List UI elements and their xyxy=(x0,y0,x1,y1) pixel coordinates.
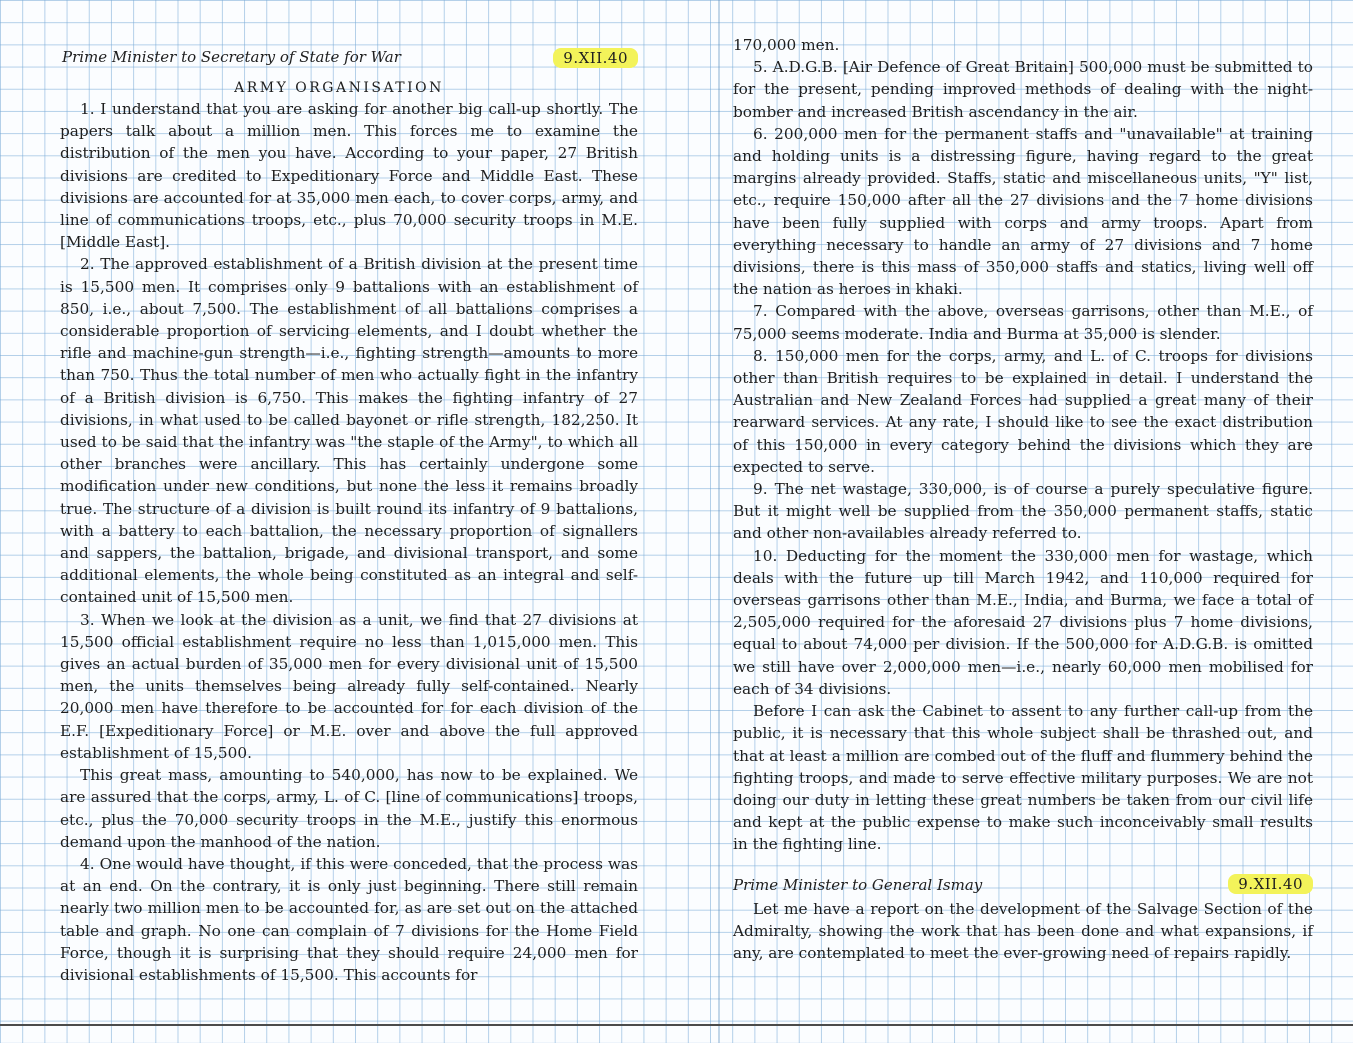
paragraph-5: 5. A.D.G.B. [Air Defence of Great Britain] 500,000 must be submitted to for the present, pending improved methods of dealing with the night-bomber and increased British ascendancy in the air. xyxy=(733,58,1313,121)
memo-header-war xyxy=(60,30,638,67)
memo2-date-highlight: 9.XII.40 xyxy=(1228,874,1313,894)
paragraph-3: 3. When we look at the division as a unit, we find that 27 divisions at 15,500 official establishment require no less than 1,015,000 men. This gives an actual burden of 35,000 men for every divisional unit of 15,500 men, the units themselves being already fully self-contained. Nearly 20,000 men have therefore to be accounted for for each division of the E.F. [Expeditionary Force] or M.E. over and above the full approved establishment of 15,500. xyxy=(60,610,638,762)
memo2-paragraph: Let me have a report on the development of the Salvage Section of the Admiralty, showing the work that has been done and what expansions, if any, are contemplated to meet the ever-growing need of repairs rapidly. xyxy=(733,899,1313,962)
paragraph-2: 2. The approved establishment of a British division at the present time is 15,500 men. It comprises only 9 battalions with an establishment of 850, i.e., about 7,500. The establishment of all battalions comprises a considerable proportion of servicing elements, and I doubt whether the rifle and machine-gun strength—i.e., fighting strength—amounts to more than 750. Thus the total number of men who actually fight in the infantry of a British division is 6,750. This makes the fighting infantry of 27 divisions, in what used to be called bayonet or rifle strength, 182,250. It used to be said that the infantry was "the staple of the Army", to which all other branches were ancillary. This has certainly undergone some modification under new conditions, but none the less it remains broadly true. The structure of a division is built round its infantry of 9 battalions, with a battery to each battalion, the necessary proportion of signallers and sappers, the battalion, brigade, and divisional transport, and some additional elements, the whole being constituted as an integral and self-contained unit of 15,500 men. xyxy=(60,255,638,607)
left-body xyxy=(60,98,638,986)
memo2-body xyxy=(733,898,1313,965)
left-page xyxy=(60,30,638,986)
paragraph-conclusion: Before I can ask the Cabinet to assent to any further call-up from the public, it is necessary that this whole subject shall be thrashed out, and that at least a million are combed out of the fluff and flummery behind the fighting troops, and made to serve effective military purposes. We are not doing our duty in letting these great numbers be taken from our civil life and kept at the public expense to make such inconceivably small results in the fighting line. xyxy=(733,702,1313,854)
section-title: ARMY ORGANISATION xyxy=(234,80,444,96)
paragraph-7: 7. Compared with the above, overseas garrisons, other than M.E., of 75,000 seems moderate. India and Burma at 35,000 is slender. xyxy=(733,302,1313,343)
memo-addressee: Prime Minister to Secretary of State for War xyxy=(62,48,401,66)
scan-bottom-border xyxy=(0,1024,1353,1026)
paragraph-6: 6. 200,000 men for the permanent staffs and "unavailable" at training and holding units is a distressing figure, having regard to the great margins already provided. Staffs, static and miscellaneous units, "Y" list, etc., require 150,000 after all the 27 divisions and the 7 home divisions have been fully supplied with corps and army troops. Apart from everything necessary to handle an army of 27 divisions and 7 home divisions, there is this mass of 350,000 staffs and statics, living well off the nation as heroes in khaki. xyxy=(733,124,1313,299)
right-page xyxy=(733,34,1313,964)
paragraph-4: 4. One would have thought, if this were conceded, that the process was at an end. On the contrary, it is only just beginning. There still remain nearly two million men to be accounted for, as are set out on the attached table and graph. No one can complain of 7 divisions for the Home Field Force, though it is surprising that they should require 24,000 men for divisional establishments of 15,500. This accounts for xyxy=(60,854,638,984)
continuation-line: 170,000 men. xyxy=(733,36,840,54)
memo-date-highlight: 9.XII.40 xyxy=(553,48,638,68)
paragraph-1: 1. I understand that you are asking for another big call-up shortly. The papers talk about a million men. This forces me to examine the distribution of the men you have. According to your paper, 27 British divisions are credited to Expeditionary Force and Middle East. These divisions are accounted for at 35,000 men each, to cover corps, army, and line of communications troops, etc., plus 70,000 security troops in M.E. [Middle East]. xyxy=(60,100,638,252)
paragraph-10: 10. Deducting for the moment the 330,000 men for wastage, which deals with the future up till March 1942, and 110,000 required for overseas garrisons other than M.E., India, and Burma, we face a total of 2,505,000 required for the aforesaid 27 divisions plus 7 home divisions, equal to about 74,000 per division. If the 500,000 for A.D.G.B. is omitted we still have over 2,000,000 men—i.e., nearly 60,000 men mobilised for each of 34 divisions. xyxy=(733,546,1313,698)
page-gutter xyxy=(718,0,720,1043)
paragraph-9: 9. The net wastage, 330,000, is of course a purely speculative figure. But it might well be supplied from the 350,000 permanent staffs, static and other non-availables already referred to. xyxy=(733,480,1313,543)
paragraph-8: 8. 150,000 men for the corps, army, and L. of C. troops for divisions other than British requires to be explained in detail. I understand the Australian and New Zealand Forces had supplied a great many of their rearward services. At any rate, I should like to see the exact distribution of this 150,000 in every category behind the divisions which they are expected to serve. xyxy=(733,346,1313,476)
paragraph-great-mass: This great mass, amounting to 540,000, has now to be explained. We are assured that the corps, army, L. of C. [line of communications] troops, etc., plus the 70,000 security troops in the M.E., justify this enormous demand upon the manhood of the nation. xyxy=(60,766,638,851)
memo2-addressee: Prime Minister to General Ismay xyxy=(733,875,983,894)
memo-header-ismay xyxy=(733,868,1313,894)
right-body xyxy=(733,34,1313,856)
